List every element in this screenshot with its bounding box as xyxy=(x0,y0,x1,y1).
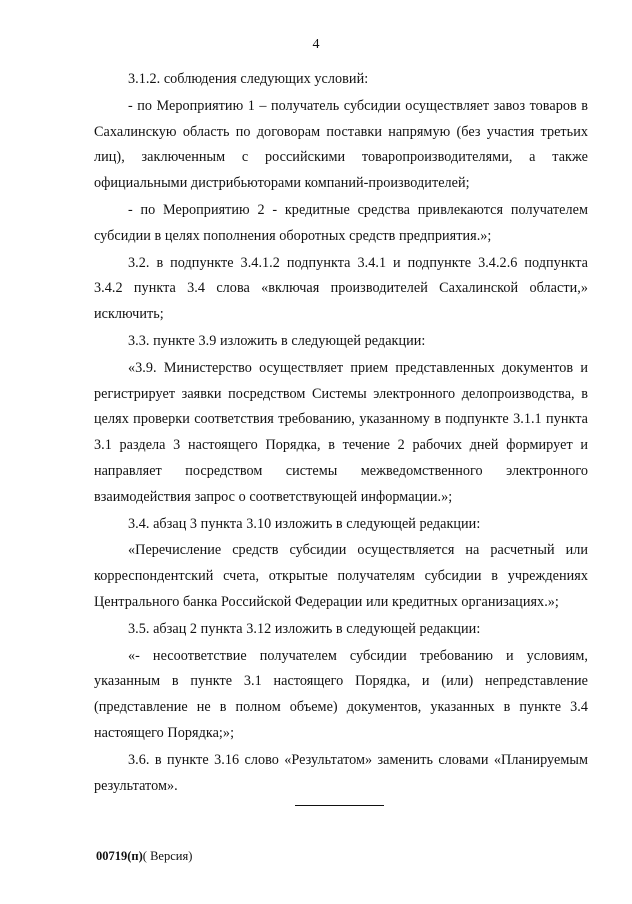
paragraph-event-1: - по Мероприятию 1 – получатель субсидии осуществляет завоз товаров в Сахалинскую область по договорам поставки напрямую (без участия третьих лиц), заключенным с российскими товаропроизводителями, а также официальными дистрибьюторами компаний-производителей; xyxy=(94,97,588,192)
document-code: 00719(п) xyxy=(96,849,143,863)
paragraph-3-5: 3.5. абзац 2 пункта 3.12 изложить в следующей редакции: xyxy=(128,620,481,637)
paragraph-3-6: 3.6. в пункте 3.16 слово «Результатом» заменить словами «Планируемым результатом». xyxy=(94,751,588,794)
paragraph-transfer-text: «Перечисление средств субсидии осуществляется на расчетный или корреспондентский счета, открытые получателям субсидии в учреждениях Центрального банка Российской Федерации или кредитных организациях.»; xyxy=(94,542,588,610)
paragraph-3-3: 3.3. пункте 3.9 изложить в следующей редакции: xyxy=(128,332,426,349)
paragraph-noncompliance-text: «- несоответствие получателем субсидии требованию и условиям, указанным в пункте 3.1 настоящего Порядка, и (или) непредставление (представление не в полном объеме) документов, указанных в пункте 3.4 настоящего Порядка;»; xyxy=(94,647,588,741)
paragraph-3-4: 3.4. абзац 3 пункта 3.10 изложить в следующей редакции: xyxy=(128,515,481,532)
paragraph-event-2: - по Мероприятию 2 - кредитные средства привлекаются получателем субсидии в целях пополнения оборотных средств предприятия.»; xyxy=(94,201,588,244)
document-body xyxy=(94,67,588,800)
page-number: 4 xyxy=(312,37,320,52)
paragraph-3-2: 3.2. в подпункте 3.4.1.2 подпункта 3.4.1 и подпункте 3.4.2.6 подпункта 3.4.2 пункта 3.4 слова «включая производителей Сахалинской области,» исключить; xyxy=(94,254,588,323)
document-version: ( Версия) xyxy=(142,849,193,863)
paragraph-3-1-2: 3.1.2. соблюдения следующих условий: xyxy=(128,71,369,87)
paragraph-3-9-text: «3.9. Министерство осуществляет прием представленных документов и регистрирует заявки посредством Системы электронного делопроизводства, в целях проверки соответствия требованию, указанному в подпункте 3.1.1 пункта 3.1 раздела 3 настоящего Порядка, в течение 2 рабочих дней формирует и направляет посредством системы межведомственного электронного взаимодействия запрос о соответствующей информации.»; xyxy=(94,359,588,505)
section-divider xyxy=(295,805,384,806)
footer xyxy=(96,849,192,864)
